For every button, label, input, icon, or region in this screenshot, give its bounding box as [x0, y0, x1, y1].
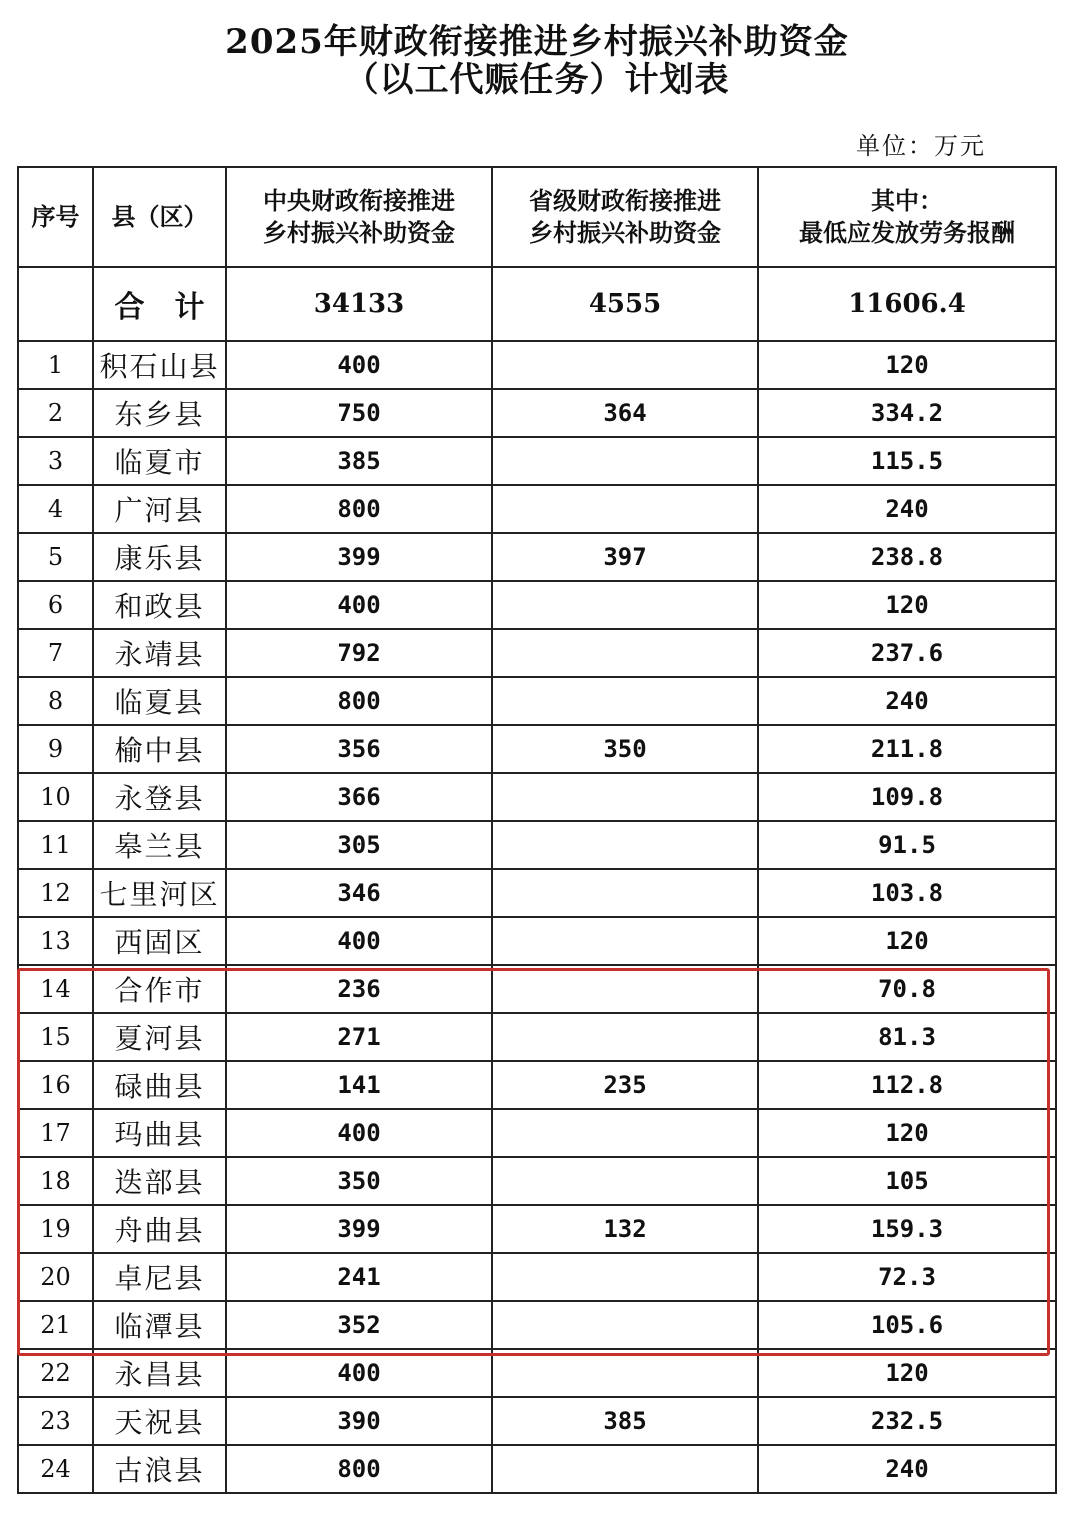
- total-central: 34133: [226, 267, 492, 341]
- table-row: [18, 1109, 1056, 1157]
- row-index: 16: [18, 1061, 93, 1109]
- row-province: [492, 437, 758, 485]
- row-central: 792: [226, 629, 492, 677]
- table-row: [18, 389, 1056, 437]
- total-row: [18, 267, 1056, 341]
- row-labor: 159.3: [758, 1205, 1056, 1253]
- row-central: 800: [226, 1445, 492, 1493]
- row-province: [492, 869, 758, 917]
- row-labor: 240: [758, 485, 1056, 533]
- row-index: 19: [18, 1205, 93, 1253]
- row-labor: 72.3: [758, 1253, 1056, 1301]
- row-county: 和政县: [93, 581, 226, 629]
- table-row: [18, 821, 1056, 869]
- table-row: [18, 1013, 1056, 1061]
- row-county: 合作市: [93, 965, 226, 1013]
- table-row: [18, 485, 1056, 533]
- table-row: [18, 1349, 1056, 1397]
- total-labor: 11606.4: [758, 267, 1056, 341]
- row-index: 15: [18, 1013, 93, 1061]
- table-row: [18, 533, 1056, 581]
- row-central: 390: [226, 1397, 492, 1445]
- row-province: [492, 1445, 758, 1493]
- header-labor-line-2: 最低应发放劳务报酬: [799, 219, 1015, 247]
- row-county: 临夏市: [93, 437, 226, 485]
- row-county: 永靖县: [93, 629, 226, 677]
- row-central: 141: [226, 1061, 492, 1109]
- row-province: [492, 1109, 758, 1157]
- table-row: [18, 1061, 1056, 1109]
- header-row: [18, 167, 1056, 267]
- row-county: 皋兰县: [93, 821, 226, 869]
- row-index: 18: [18, 1157, 93, 1205]
- row-county: 东乡县: [93, 389, 226, 437]
- row-province: [492, 821, 758, 869]
- row-county: 舟曲县: [93, 1205, 226, 1253]
- header-province-line-1: 省级财政衔接推进: [529, 187, 721, 215]
- header-province: [492, 167, 758, 267]
- row-central: 236: [226, 965, 492, 1013]
- row-labor: 105.6: [758, 1301, 1056, 1349]
- row-index: 17: [18, 1109, 93, 1157]
- table-row: [18, 1445, 1056, 1493]
- table-row: [18, 677, 1056, 725]
- row-central: 366: [226, 773, 492, 821]
- title-line-1: 2025年财政衔接推进乡村振兴补助资金: [225, 22, 849, 62]
- header-county: 县（区）: [93, 167, 226, 267]
- row-central: 400: [226, 581, 492, 629]
- table-row: [18, 1301, 1056, 1349]
- row-central: 399: [226, 533, 492, 581]
- row-province: 364: [492, 389, 758, 437]
- row-labor: 240: [758, 1445, 1056, 1493]
- total-label: 合 计: [93, 267, 226, 341]
- row-province: [492, 485, 758, 533]
- row-index: 6: [18, 581, 93, 629]
- row-county: 天祝县: [93, 1397, 226, 1445]
- row-province: [492, 677, 758, 725]
- row-county: 碌曲县: [93, 1061, 226, 1109]
- row-index: 12: [18, 869, 93, 917]
- row-county: 康乐县: [93, 533, 226, 581]
- row-index: 11: [18, 821, 93, 869]
- header-index: 序号: [18, 167, 93, 267]
- row-labor: 211.8: [758, 725, 1056, 773]
- row-index: 10: [18, 773, 93, 821]
- table-row: [18, 1397, 1056, 1445]
- row-index: 24: [18, 1445, 93, 1493]
- table-row: [18, 917, 1056, 965]
- table-row: [18, 581, 1056, 629]
- header-labor: [758, 167, 1056, 267]
- row-labor: 91.5: [758, 821, 1056, 869]
- row-central: 241: [226, 1253, 492, 1301]
- row-index: 7: [18, 629, 93, 677]
- row-labor: 238.8: [758, 533, 1056, 581]
- row-central: 399: [226, 1205, 492, 1253]
- header-central: [226, 167, 492, 267]
- row-province: 397: [492, 533, 758, 581]
- row-index: 23: [18, 1397, 93, 1445]
- row-labor: 105: [758, 1157, 1056, 1205]
- row-index: 9: [18, 725, 93, 773]
- row-county: 永昌县: [93, 1349, 226, 1397]
- row-province: [492, 1349, 758, 1397]
- row-county: 积石山县: [93, 341, 226, 389]
- row-index: 8: [18, 677, 93, 725]
- row-labor: 112.8: [758, 1061, 1056, 1109]
- unit-label: 单位：万元: [856, 132, 986, 160]
- row-province: [492, 1013, 758, 1061]
- row-central: 800: [226, 677, 492, 725]
- row-central: 305: [226, 821, 492, 869]
- row-county: 迭部县: [93, 1157, 226, 1205]
- row-county: 卓尼县: [93, 1253, 226, 1301]
- row-province: 132: [492, 1205, 758, 1253]
- row-province: [492, 965, 758, 1013]
- header-central-line-1: 中央财政衔接推进: [263, 187, 455, 215]
- row-province: [492, 341, 758, 389]
- row-county: 夏河县: [93, 1013, 226, 1061]
- row-county: 玛曲县: [93, 1109, 226, 1157]
- row-county: 临夏县: [93, 677, 226, 725]
- row-central: 400: [226, 917, 492, 965]
- row-labor: 120: [758, 581, 1056, 629]
- row-central: 400: [226, 1349, 492, 1397]
- row-index: 4: [18, 485, 93, 533]
- row-index: 22: [18, 1349, 93, 1397]
- row-county: 古浪县: [93, 1445, 226, 1493]
- total-province: 4555: [492, 267, 758, 341]
- table-row: [18, 629, 1056, 677]
- title-line-2: （以工代赈任务）计划表: [344, 60, 730, 100]
- table-row: [18, 437, 1056, 485]
- row-index: 2: [18, 389, 93, 437]
- row-central: 352: [226, 1301, 492, 1349]
- header-province-line-2: 乡村振兴补助资金: [529, 219, 721, 247]
- row-labor: 109.8: [758, 773, 1056, 821]
- header-labor-line-1: 其中：: [871, 187, 943, 215]
- funding-table: [17, 166, 1057, 1494]
- row-central: 356: [226, 725, 492, 773]
- table-row: [18, 965, 1056, 1013]
- row-labor: 120: [758, 917, 1056, 965]
- table-row: [18, 725, 1056, 773]
- row-county: 榆中县: [93, 725, 226, 773]
- row-central: 400: [226, 341, 492, 389]
- row-labor: 237.6: [758, 629, 1056, 677]
- row-central: 385: [226, 437, 492, 485]
- row-county: 永登县: [93, 773, 226, 821]
- row-province: 385: [492, 1397, 758, 1445]
- row-labor: 240: [758, 677, 1056, 725]
- row-index: 14: [18, 965, 93, 1013]
- table-row: [18, 341, 1056, 389]
- row-province: [492, 1157, 758, 1205]
- row-central: 750: [226, 389, 492, 437]
- table-row: [18, 869, 1056, 917]
- row-province: [492, 917, 758, 965]
- row-labor: 103.8: [758, 869, 1056, 917]
- row-labor: 120: [758, 341, 1056, 389]
- row-county: 七里河区: [93, 869, 226, 917]
- row-labor: 115.5: [758, 437, 1056, 485]
- row-labor: 81.3: [758, 1013, 1056, 1061]
- header-central-line-2: 乡村振兴补助资金: [263, 219, 455, 247]
- table-row: [18, 1205, 1056, 1253]
- row-central: 400: [226, 1109, 492, 1157]
- row-labor: 334.2: [758, 389, 1056, 437]
- row-province: [492, 629, 758, 677]
- row-province: [492, 773, 758, 821]
- row-index: 1: [18, 341, 93, 389]
- row-province: 235: [492, 1061, 758, 1109]
- row-central: 350: [226, 1157, 492, 1205]
- row-central: 800: [226, 485, 492, 533]
- row-province: [492, 1253, 758, 1301]
- row-province: [492, 1301, 758, 1349]
- table-row: [18, 1157, 1056, 1205]
- row-index: 21: [18, 1301, 93, 1349]
- row-index: 3: [18, 437, 93, 485]
- table-row: [18, 1253, 1056, 1301]
- row-province: [492, 581, 758, 629]
- row-labor: 120: [758, 1349, 1056, 1397]
- row-labor: 120: [758, 1109, 1056, 1157]
- total-index: [18, 267, 93, 341]
- row-central: 271: [226, 1013, 492, 1061]
- row-labor: 70.8: [758, 965, 1056, 1013]
- row-labor: 232.5: [758, 1397, 1056, 1445]
- row-index: 13: [18, 917, 93, 965]
- row-county: 西固区: [93, 917, 226, 965]
- row-county: 广河县: [93, 485, 226, 533]
- table-row: [18, 773, 1056, 821]
- row-province: 350: [492, 725, 758, 773]
- row-index: 5: [18, 533, 93, 581]
- row-county: 临潭县: [93, 1301, 226, 1349]
- row-central: 346: [226, 869, 492, 917]
- row-index: 20: [18, 1253, 93, 1301]
